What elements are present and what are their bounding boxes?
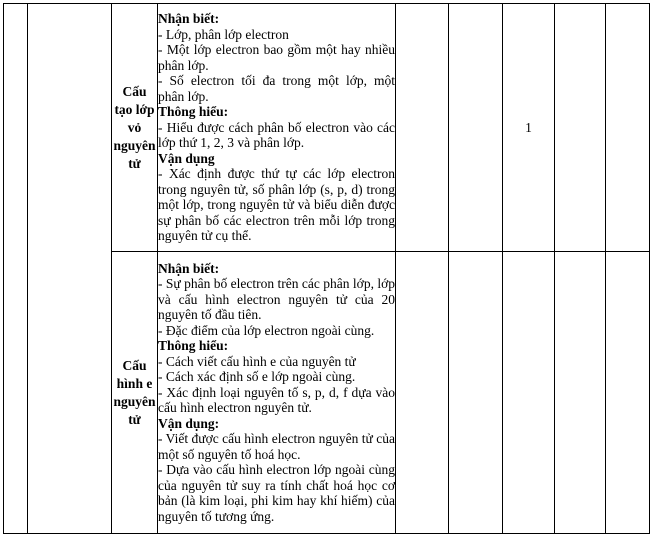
content-line: - Cách viết cấu hình e của nguyên tử [158,353,356,369]
content-cell [158,252,396,534]
cell-empty [396,252,449,534]
question-count [503,252,555,534]
topic-line: hình e [116,375,153,391]
topic-line: Cấu [122,357,147,373]
cell-chapter [28,4,112,534]
level-heading: Vận dụng [158,150,215,166]
content-line: - Hiểu được cách phân bố electron vào các lớp thứ 1, 2, 3 và phân lớp. [158,119,395,151]
content-line: - Số electron tối đa trong một lớp, một phân lớp. [158,73,395,104]
specification-table [3,3,650,534]
question-count: 1 [503,4,555,252]
topic-line: vỏ [127,119,142,135]
content-line: - Xác định loại nguyên tố s, p, d, f dựa vào cấu hình electron nguyên tử. [158,384,395,416]
content-line: - Đặc điểm của lớp electron ngoài cùng. [158,322,375,338]
cell-empty [396,4,449,252]
content-line: - Lớp, phân lớp electron [158,26,289,42]
cell-empty [449,252,503,534]
topic-line: nguyên [113,393,156,409]
topic-cell [112,4,158,252]
cell-empty [555,252,606,534]
cell-empty [449,4,503,252]
level-heading: Nhận biết: [158,11,220,27]
content-line: - Sự phân bố electron trên các phân lớp, lớp và cấu hình electron nguyên tử của 20 nguyên tố đầu tiên. [158,276,395,323]
topic-line: tạo lớp [114,101,155,117]
table-row [4,4,650,252]
content-line: - Xác định được thứ tự các lớp electron trong nguyên tử, số phân lớp (s, p, d) trong một lớp, trong nguyên tử và biểu diễn được sự phân bố các electron trên mỗi lớp trong nguyên tử cụ thể. [158,166,395,244]
content-line: - Một lớp electron bao gồm một hay nhiều phân lớp. [158,42,395,73]
topic-line: tử [128,155,141,171]
content-cell [158,4,396,252]
cell-empty [555,4,606,252]
level-heading: Thông hiểu: [158,104,229,120]
cell-empty [606,4,650,252]
topic-line: nguyên [113,137,156,153]
cell-index [4,4,28,534]
level-heading: Nhận biết: [158,260,220,276]
topic-line: Cấu [122,83,147,99]
content-line: - Dựa vào cấu hình electron lớp ngoài cùng của nguyên tử suy ra tính chất hoá học cơ bản (là kim loại, phi kim hay khí hiếm) của nguyên tố tương ứng. [158,462,395,524]
content-line: - Cách xác định số e lớp ngoài cùng. [158,369,356,385]
level-heading: Vận dụng: [158,415,220,431]
level-heading: Thông hiểu: [158,338,229,354]
topic-cell [112,252,158,534]
topic-line: tử [128,411,141,427]
cell-empty [606,252,650,534]
content-line: - Viết được cấu hình electron nguyên tử của một số nguyên tố hoá học. [158,431,395,462]
